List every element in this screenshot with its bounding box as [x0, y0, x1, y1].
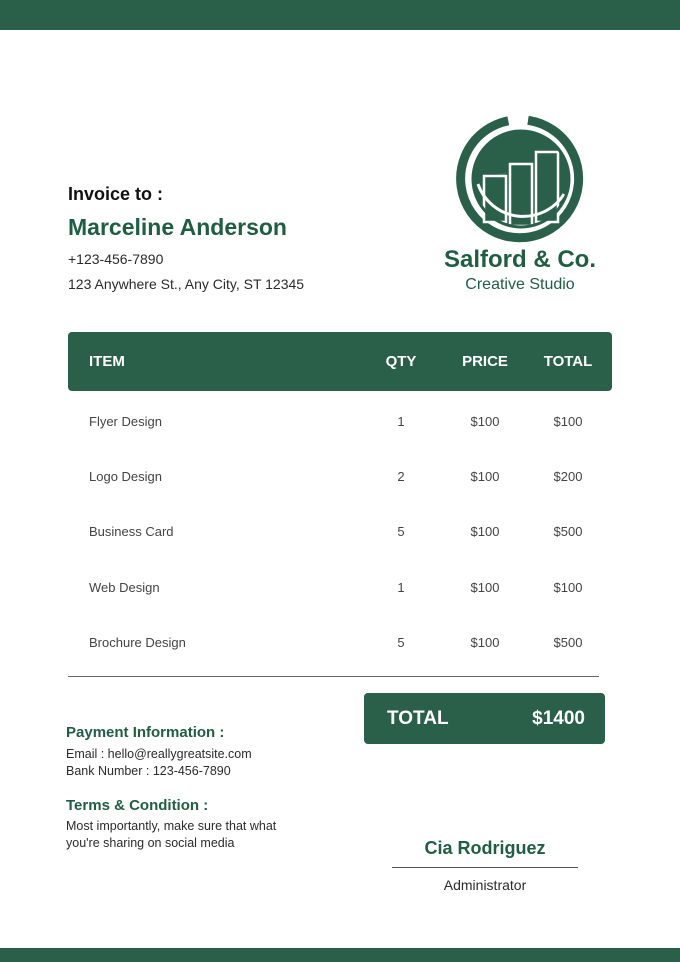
grand-total-box [364, 693, 605, 744]
row-price: $100 [470, 634, 500, 650]
header-item: ITEM [89, 353, 125, 370]
payment-info-title: Payment Information : [66, 724, 225, 741]
row-qty: 1 [397, 579, 405, 595]
client-phone: +123-456-7890 [68, 251, 164, 267]
bar-chart-circle-icon [456, 114, 586, 244]
row-price: $100 [470, 414, 500, 429]
row-item: Business Card [89, 524, 174, 540]
row-item: Flyer Design [89, 414, 162, 429]
terms-title: Terms & Condition : [66, 797, 209, 814]
row-item: Web Design [89, 579, 160, 595]
row-qty: 1 [397, 414, 405, 429]
table-row [68, 502, 612, 557]
header-price: PRICE [462, 353, 508, 370]
row-qty: 5 [397, 634, 405, 650]
header-qty: QTY [385, 353, 417, 370]
row-qty: 5 [397, 524, 405, 540]
payment-bank-number: Bank Number : 123-456-7890 [66, 764, 231, 778]
client-name: Marceline Anderson [68, 214, 287, 240]
row-price: $100 [470, 524, 500, 540]
row-qty: 2 [397, 469, 405, 485]
table-divider [68, 676, 599, 677]
row-total: $500 [553, 524, 583, 540]
line-items [68, 392, 612, 668]
top-color-band [0, 0, 680, 30]
table-row [68, 558, 612, 613]
row-total: $100 [553, 579, 583, 595]
row-total: $200 [553, 469, 583, 485]
table-header [68, 332, 612, 391]
row-item: Brochure Design [89, 634, 186, 650]
row-price: $100 [470, 579, 500, 595]
table-row [68, 613, 612, 668]
row-total: $500 [553, 634, 583, 650]
signatory-title: Administrator [443, 877, 527, 893]
row-price: $100 [470, 469, 500, 485]
client-address: 123 Anywhere St., Any City, ST 12345 [68, 276, 305, 292]
bottom-color-band [0, 948, 680, 962]
header-total: TOTAL [543, 353, 593, 370]
table-row [68, 447, 612, 502]
company-tagline: Creative Studio [465, 276, 575, 293]
grand-total-label: TOTAL [387, 708, 449, 729]
signatory-name: Cia Rodriguez [424, 838, 546, 858]
row-item: Logo Design [89, 469, 162, 485]
company-name: Salford & Co. [443, 246, 596, 273]
row-total: $100 [553, 414, 583, 429]
table-row [68, 392, 612, 447]
terms-text-line: Most importantly, make sure that what [66, 819, 277, 833]
invoice-to-label: Invoice to : [68, 184, 164, 204]
payment-email: Email : hello@reallygreatsite.com [66, 747, 252, 761]
terms-text-line: you're sharing on social media [66, 836, 235, 850]
signature-line [392, 867, 578, 868]
grand-total-value: $1400 [532, 708, 585, 729]
